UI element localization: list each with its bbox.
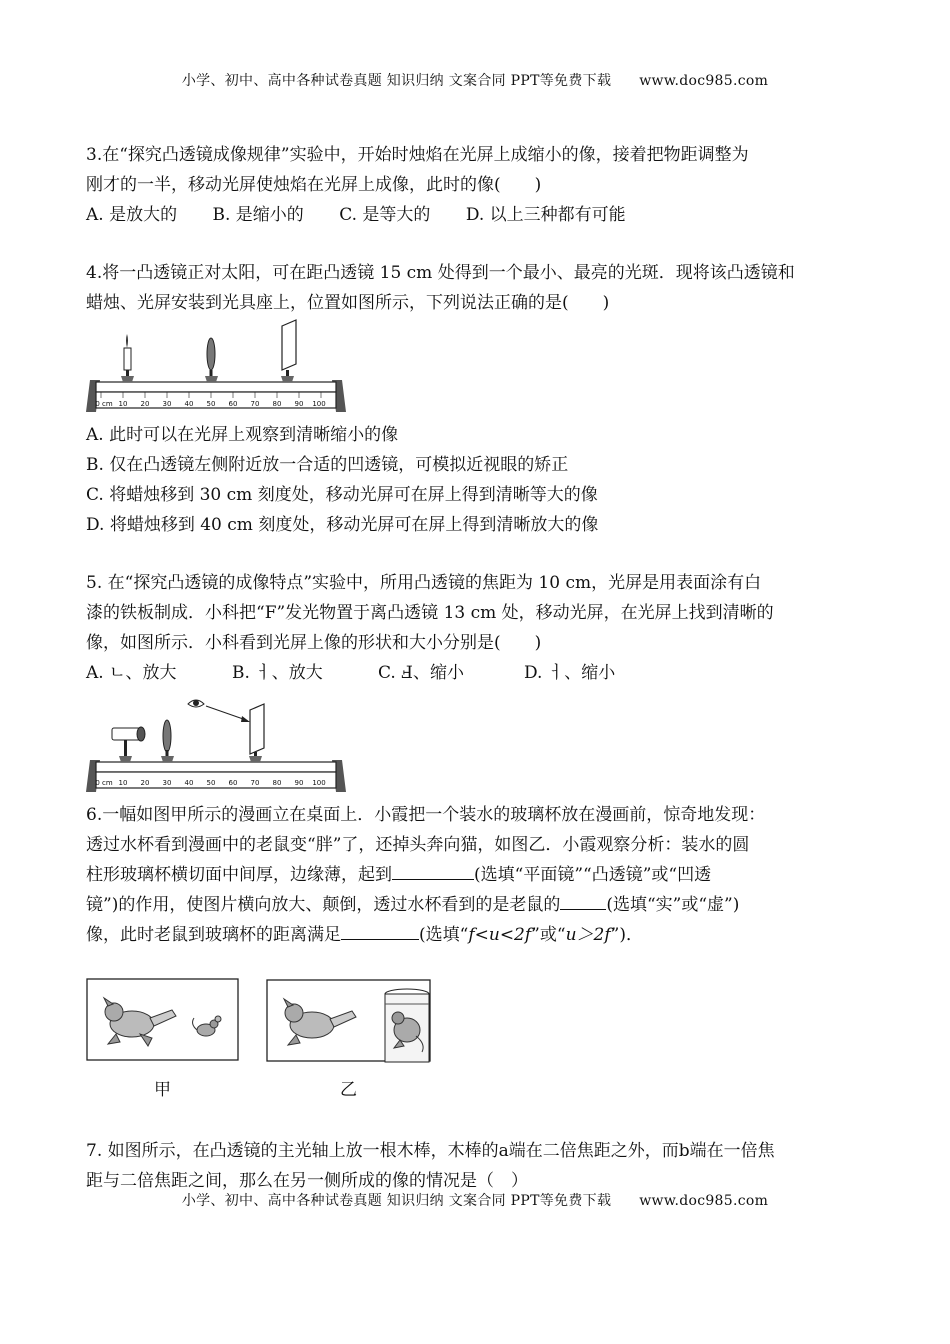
q3-option-c: C. 是等大的 [339, 205, 431, 225]
q6-line5-text3: ”或“ [531, 925, 566, 945]
q4-ruler-label: 20 [140, 400, 150, 408]
q5-convex-lens [161, 720, 174, 762]
q5-options [86, 658, 866, 688]
q5-option-d: D. ㅓ、缩小 [524, 663, 616, 683]
q6-line4-text: 镜”)的作用，使图片横向放大、颠倒，透过水杯看到的是老鼠的 [86, 895, 561, 915]
q4-ruler-label: 30 [162, 400, 172, 408]
q6-choice-2: u＞2f [565, 925, 611, 945]
q3-option-d: D. 以上三种都有可能 [465, 205, 626, 225]
q4-ruler-label: 100 [312, 400, 326, 408]
q4-stem-line2: 蜡烛、光屏安装到光具座上，位置如图所示，下列说法正确的是( ) [86, 293, 610, 313]
q5-option-b: B. ㅓ、放大 [232, 663, 323, 683]
q3-stem-line2: 刚才的一半，移动光屏使烛焰在光屏上成像，此时的像( ) [86, 175, 542, 195]
q6-caption-b: 乙 [340, 1080, 357, 1100]
page-footer [0, 1190, 950, 1210]
q4-convex-lens [205, 338, 218, 382]
q4-ruler-label: 50 [206, 400, 216, 408]
q6-line2: 透过水杯看到漫画中的老鼠变“胖”了，还掉头奔向猫，如图乙．小霞观察分析：装水的圆 [86, 835, 750, 855]
q6-blank-2[interactable] [560, 891, 606, 910]
q4-stem-line1: 4.将一凸透镜正对太阳，可在距凸透镜 15 cm 处得到一个最小、最亮的光斑．现将该凸透镜和 [86, 263, 795, 283]
q4-ruler-label: 10 [118, 400, 128, 408]
q4-candle [121, 334, 134, 382]
q5-ruler-label: 70 [250, 779, 260, 787]
q4-ruler-label: 80 [272, 400, 282, 408]
q5-sight-arrow [241, 716, 250, 722]
q4-option-b: B. 仅在凸透镜左侧附近放一合适的凹透镜，可模拟近视眼的矫正 [86, 455, 569, 475]
q6-line5-text4: ”)． [610, 925, 643, 945]
q5-ruler-label: 80 [272, 779, 282, 787]
q4-optical-bench-figure [86, 318, 348, 414]
q6-line5-text: 像，此时老鼠到玻璃杯的距离满足 [86, 925, 341, 945]
q6-figure-b-cartoon-with-glass [266, 978, 436, 1064]
q6-blank-3[interactable] [341, 921, 419, 940]
q6-caption-a: 甲 [154, 1080, 171, 1100]
question-6 [86, 800, 866, 950]
q4-ruler-label: 40 [184, 400, 194, 408]
q5-ruler-label: 40 [184, 779, 194, 787]
question-4 [86, 258, 866, 318]
q4-option-a: A. 此时可以在光屏上观察到清晰缩小的像 [86, 425, 399, 445]
q5-f-light-source [112, 727, 145, 762]
q5-option-c: C. Ⅎ、缩小 [378, 663, 465, 683]
q5-optical-bench-figure [86, 690, 348, 794]
q6-blank-1[interactable] [392, 861, 474, 880]
footer-text: 小学、初中、高中各种试卷真题 知识归纳 文案合同 PPT等免费下载 [181, 1193, 612, 1209]
q3-stem-line1: 3.在“探究凸透镜成像规律”实验中，开始时烛焰在光屏上成缩小的像，接着把物距调整为 [86, 145, 749, 165]
header-text: 小学、初中、高中各种试卷真题 知识归纳 文案合同 PPT等免费下载 [181, 73, 612, 89]
q4-bench-rail [96, 382, 336, 392]
q5-eye-icon [188, 700, 204, 707]
q5-light-screen [249, 704, 264, 762]
q4-ruler-label: 90 [294, 400, 304, 408]
footer-url[interactable]: www.doc985.com [639, 1193, 769, 1209]
q6-line5 [86, 920, 866, 950]
q3-options [86, 200, 866, 230]
q6-line3-text: 柱形玻璃杯横切面中间厚，边缘薄，起到 [86, 865, 392, 885]
q5-ruler-label: 50 [206, 779, 216, 787]
q5-ruler-label: 10 [118, 779, 128, 787]
q5-ruler-label: 30 [162, 779, 172, 787]
q6-line4-text2: (选填“实”或“虚”) [606, 895, 740, 915]
question-7 [86, 1136, 866, 1196]
q5-option-a: A. ㄴ、放大 [86, 663, 177, 683]
q4-option-d: D. 将蜡烛移到 40 cm 刻度处，移动光屏可在屏上得到清晰放大的像 [86, 515, 599, 535]
q4-ruler-label: 60 [228, 400, 238, 408]
q6-line5-text2: (选填“ [419, 925, 469, 945]
q7-line2: 距与二倍焦距之间，那么在另一侧所成的像的情况是（ ） [86, 1171, 528, 1191]
q5-ruler-label: 100 [312, 779, 326, 787]
q5-stem-line2: 漆的铁板制成．小科把“F”发光物置于离凸透镜 13 cm 处，移动光屏，在光屏上找到清晰的 [86, 603, 774, 623]
q5-stem-line3: 像，如图所示．小科看到光屏上像的形状和大小分别是( ) [86, 633, 542, 653]
q4-light-screen [281, 320, 296, 382]
header-url[interactable]: www.doc985.com [639, 73, 769, 89]
q4-ruler-label: 70 [250, 400, 260, 408]
q6-line3 [86, 860, 866, 890]
q6-line4 [86, 890, 866, 920]
q6-choice-1: f<u<2f [468, 925, 532, 945]
q7-line1: 7. 如图所示，在凸透镜的主光轴上放一根木棒，木棒的a端在二倍焦距之外，而b端在一倍焦 [86, 1141, 775, 1161]
q5-ruler-label: 20 [140, 779, 150, 787]
question-5 [86, 568, 866, 688]
q3-option-b: B. 是缩小的 [212, 205, 304, 225]
q5-ruler-label: 90 [294, 779, 304, 787]
q5-stem-line1: 5. 在“探究凸透镜的成像特点”实验中，所用凸透镜的焦距为 10 cm，光屏是用表面涂有白 [86, 573, 762, 593]
q4-ruler-label: 0 cm [95, 400, 113, 408]
q3-option-a: A. 是放大的 [86, 205, 178, 225]
page-header [0, 70, 950, 90]
q6-line3-text2: (选填“平面镜”“凸透镜”或“凹透 [474, 865, 712, 885]
q6-line1: 6.一幅如图甲所示的漫画立在桌面上．小霞把一个装水的玻璃杯放在漫画前，惊奇地发现： [86, 805, 766, 825]
q4-options [86, 420, 866, 540]
q6-figure-a-cartoon [86, 978, 240, 1062]
q5-ruler-label: 0 cm [95, 779, 113, 787]
q5-ruler-label: 60 [228, 779, 238, 787]
q4-option-c: C. 将蜡烛移到 30 cm 刻度处，移动光屏可在屏上得到清晰等大的像 [86, 485, 598, 505]
question-3 [86, 140, 866, 230]
